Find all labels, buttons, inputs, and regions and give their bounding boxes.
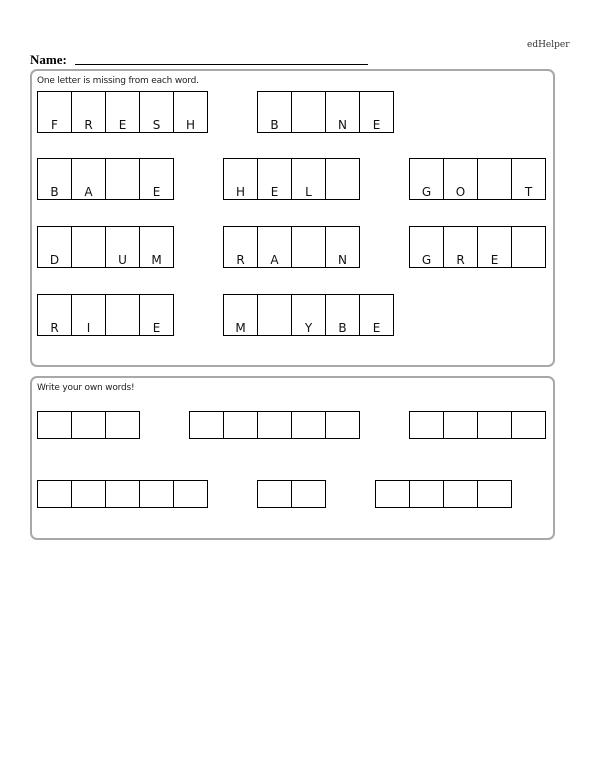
missing-letter-box[interactable]	[511, 226, 546, 268]
missing-letter-box[interactable]	[105, 294, 140, 336]
letter-box	[37, 91, 72, 133]
blank-letter-box[interactable]	[105, 480, 140, 508]
letter-box	[359, 91, 394, 133]
letter: E	[152, 321, 161, 335]
word-9	[37, 294, 174, 336]
blank-letter-box[interactable]	[477, 411, 512, 439]
word-10	[223, 294, 394, 336]
blank-word-4[interactable]	[37, 480, 208, 508]
blank-letter-box[interactable]	[173, 480, 208, 508]
letter-box	[409, 158, 444, 200]
letter: T	[524, 185, 533, 199]
name-label: Name:	[30, 52, 67, 67]
letter-box	[71, 91, 106, 133]
letter: O	[455, 185, 466, 199]
blank-letter-box[interactable]	[409, 480, 444, 508]
letter-box	[105, 91, 140, 133]
letter-box	[223, 294, 258, 336]
letter-box	[37, 226, 72, 268]
blank-word-2[interactable]	[189, 411, 360, 439]
word-6	[37, 226, 174, 268]
missing-letter-box[interactable]	[477, 158, 512, 200]
letter-box	[443, 226, 478, 268]
letter: R	[236, 253, 245, 267]
word-2	[257, 91, 394, 133]
own-words-instruction: Write your own words!	[37, 383, 135, 393]
letter-box	[257, 158, 292, 200]
letter: R	[50, 321, 59, 335]
word-7	[223, 226, 360, 268]
letter-box	[443, 158, 478, 200]
letter: E	[372, 118, 381, 132]
blank-letter-box[interactable]	[71, 411, 106, 439]
letter-box	[71, 158, 106, 200]
missing-letter-box[interactable]	[325, 158, 360, 200]
letter: E	[270, 185, 279, 199]
letter-box	[325, 294, 360, 336]
blank-letter-box[interactable]	[37, 480, 72, 508]
letter-box	[139, 294, 174, 336]
letter: E	[152, 185, 161, 199]
letter-box	[257, 226, 292, 268]
letter-box	[173, 91, 208, 133]
blank-letter-box[interactable]	[105, 411, 140, 439]
missing-letter-box[interactable]	[291, 226, 326, 268]
blank-letter-box[interactable]	[139, 480, 174, 508]
letter: A	[270, 253, 279, 267]
missing-letter-instruction: One letter is missing from each word.	[37, 76, 199, 86]
word-1	[37, 91, 208, 133]
letter-box	[409, 226, 444, 268]
letter: A	[84, 185, 93, 199]
name-line	[75, 64, 368, 65]
missing-letter-box[interactable]	[71, 226, 106, 268]
letter-box	[37, 294, 72, 336]
letter: E	[372, 321, 381, 335]
letter: L	[305, 185, 312, 199]
word-8	[409, 226, 546, 268]
letter: G	[421, 185, 432, 199]
letter: N	[338, 253, 347, 267]
letter: M	[151, 253, 162, 267]
letter: Y	[304, 321, 313, 335]
letter-box	[477, 226, 512, 268]
letter-box	[325, 91, 360, 133]
blank-letter-box[interactable]	[189, 411, 224, 439]
blank-letter-box[interactable]	[223, 411, 258, 439]
missing-letter-box[interactable]	[257, 294, 292, 336]
blank-letter-box[interactable]	[291, 411, 326, 439]
blank-word-6[interactable]	[375, 480, 512, 508]
letter: H	[235, 185, 246, 199]
letter-box	[139, 158, 174, 200]
letter: D	[49, 253, 60, 267]
brand-label: edHelper	[527, 40, 570, 50]
letter: U	[118, 253, 127, 267]
letter-box	[37, 158, 72, 200]
letter-box	[139, 226, 174, 268]
blank-letter-box[interactable]	[409, 411, 444, 439]
missing-letter-box[interactable]	[105, 158, 140, 200]
letter: E	[490, 253, 499, 267]
letter-box	[291, 294, 326, 336]
blank-letter-box[interactable]	[375, 480, 410, 508]
word-5	[409, 158, 546, 200]
blank-word-5[interactable]	[257, 480, 326, 508]
word-3	[37, 158, 174, 200]
word-4	[223, 158, 360, 200]
blank-word-3[interactable]	[409, 411, 546, 439]
blank-letter-box[interactable]	[37, 411, 72, 439]
letter: R	[84, 118, 93, 132]
letter-box	[223, 158, 258, 200]
letter-box	[139, 91, 174, 133]
letter: B	[338, 321, 347, 335]
letter: S	[152, 118, 161, 132]
letter-box	[71, 294, 106, 336]
missing-letter-box[interactable]	[291, 91, 326, 133]
blank-letter-box[interactable]	[511, 411, 546, 439]
letter: B	[50, 185, 59, 199]
blank-letter-box[interactable]	[257, 480, 292, 508]
blank-letter-box[interactable]	[71, 480, 106, 508]
letter: R	[456, 253, 465, 267]
blank-letter-box[interactable]	[443, 480, 478, 508]
blank-word-1[interactable]	[37, 411, 140, 439]
blank-letter-box[interactable]	[291, 480, 326, 508]
letter: H	[185, 118, 196, 132]
letter: B	[270, 118, 279, 132]
letter-box	[359, 294, 394, 336]
letter: N	[338, 118, 347, 132]
letter: E	[118, 118, 127, 132]
letter: F	[51, 118, 58, 132]
letter-box	[257, 91, 292, 133]
letter-box	[223, 226, 258, 268]
blank-letter-box[interactable]	[257, 411, 292, 439]
blank-letter-box[interactable]	[325, 411, 360, 439]
letter: I	[86, 321, 91, 335]
letter-box	[325, 226, 360, 268]
own-words-panel	[30, 376, 555, 540]
letter-box	[511, 158, 546, 200]
letter-box	[105, 226, 140, 268]
letter: G	[421, 253, 432, 267]
letter: M	[235, 321, 246, 335]
blank-letter-box[interactable]	[477, 480, 512, 508]
letter-box	[291, 158, 326, 200]
blank-letter-box[interactable]	[443, 411, 478, 439]
